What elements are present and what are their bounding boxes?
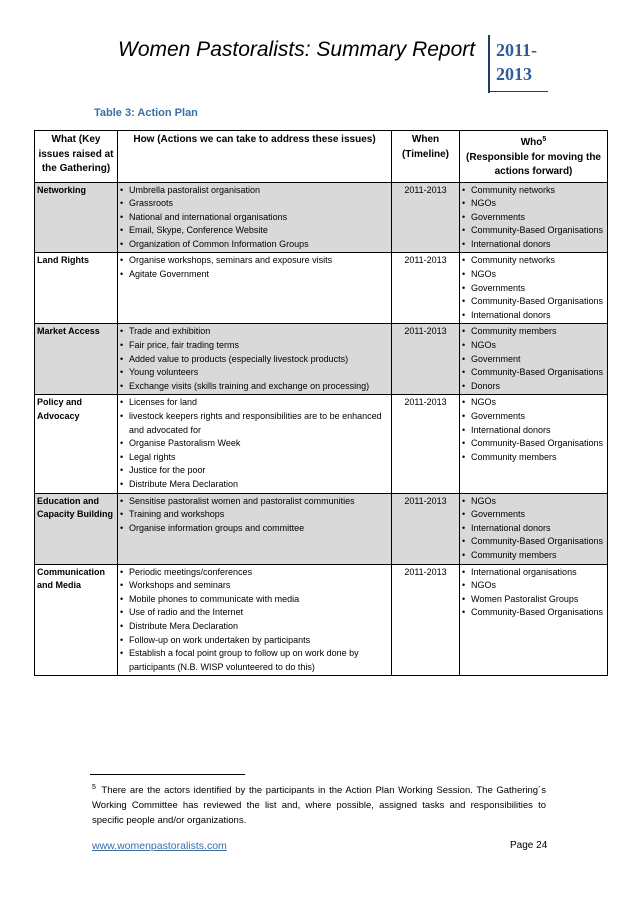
row-responsible-list bbox=[462, 184, 605, 252]
list-item: • Follow-up on work undertaken by participants bbox=[120, 634, 389, 648]
row-responsible bbox=[460, 395, 608, 493]
row-topic: Communication and Media bbox=[35, 564, 118, 676]
row-actions-list bbox=[120, 495, 389, 536]
row-actions bbox=[118, 493, 392, 564]
row-topic: Land Rights bbox=[35, 253, 118, 324]
row-actions-list bbox=[120, 396, 389, 491]
list-item: • Organise Pastoralism Week bbox=[120, 437, 389, 451]
list-item: • Young volunteers bbox=[120, 366, 389, 380]
list-item: • Periodic meetings/conferences bbox=[120, 566, 389, 580]
footnote-separator bbox=[90, 774, 245, 775]
website-link[interactable]: www.womenpastoralists.com bbox=[92, 840, 227, 852]
list-item: • Establish a focal point group to follow up on work done by participants (N.B. WISP volunteered to do this) bbox=[120, 647, 389, 674]
row-responsible-list bbox=[462, 566, 605, 620]
row-timeline: 2011-2013 bbox=[392, 253, 460, 324]
list-item: • International donors bbox=[462, 238, 605, 252]
row-responsible bbox=[460, 182, 608, 253]
list-item: • Community-Based Organisations bbox=[462, 437, 605, 451]
list-item: • Exchange visits (skills training and exchange on processing) bbox=[120, 380, 389, 394]
list-item: • Community-Based Organisations bbox=[462, 535, 605, 549]
list-item: • livestock keepers rights and responsibilities are to be enhanced and advocated for bbox=[120, 410, 389, 437]
list-item: • NGOs bbox=[462, 197, 605, 211]
list-item: • Community members bbox=[462, 549, 605, 563]
list-item: • Community networks bbox=[462, 254, 605, 268]
table-header-row bbox=[35, 131, 608, 183]
list-item: • Community members bbox=[462, 325, 605, 339]
row-actions bbox=[118, 182, 392, 253]
table-caption: Table 3: Action Plan bbox=[94, 107, 198, 119]
list-item: • Women Pastoralist Groups bbox=[462, 593, 605, 607]
list-item: • Licenses for land bbox=[120, 396, 389, 410]
row-actions bbox=[118, 324, 392, 395]
list-item: • Distribute Mera Declaration bbox=[120, 620, 389, 634]
year-line-2: 2013 bbox=[496, 64, 532, 84]
list-item: • Umbrella pastoralist organisation bbox=[120, 184, 389, 198]
row-actions-list bbox=[120, 566, 389, 675]
list-item: • Sensitise pastoralist women and pastoralist communities bbox=[120, 495, 389, 509]
list-item: • Community-Based Organisations bbox=[462, 295, 605, 309]
list-item: • Agitate Government bbox=[120, 268, 389, 282]
row-responsible-list bbox=[462, 396, 605, 464]
row-responsible bbox=[460, 493, 608, 564]
list-item: • International organisations bbox=[462, 566, 605, 580]
list-item: • Distribute Mera Declaration bbox=[120, 478, 389, 492]
list-item: • Training and workshops bbox=[120, 508, 389, 522]
list-item: • Governments bbox=[462, 410, 605, 424]
list-item: • Legal rights bbox=[120, 451, 389, 465]
row-responsible-list bbox=[462, 495, 605, 563]
list-item: • Organise workshops, seminars and exposure visits bbox=[120, 254, 389, 268]
list-item: • NGOs bbox=[462, 495, 605, 509]
header-divider bbox=[488, 35, 490, 93]
list-item: • Organization of Common Information Groups bbox=[120, 238, 389, 252]
list-item: • Added value to products (especially livestock products) bbox=[120, 353, 389, 367]
list-item: • Governments bbox=[462, 508, 605, 522]
list-item: • NGOs bbox=[462, 579, 605, 593]
header-who-sub: (Responsible for moving the actions forward) bbox=[465, 151, 601, 177]
row-topic: Policy and Advocacy bbox=[35, 395, 118, 493]
row-responsible bbox=[460, 564, 608, 676]
list-item: • Donors bbox=[462, 380, 605, 394]
list-item: • National and international organisations bbox=[120, 211, 389, 225]
table-row bbox=[35, 493, 608, 564]
list-item: • Grassroots bbox=[120, 197, 389, 211]
row-topic: Networking bbox=[35, 182, 118, 253]
list-item: • Justice for the poor bbox=[120, 464, 389, 478]
header-what: What (Key issues raised at the Gathering) bbox=[35, 131, 118, 183]
row-timeline: 2011-2013 bbox=[392, 564, 460, 676]
header-how: How (Actions we can take to address these issues) bbox=[118, 131, 392, 183]
list-item: • NGOs bbox=[462, 396, 605, 410]
row-actions-list bbox=[120, 254, 389, 281]
list-item: • Email, Skype, Conference Website bbox=[120, 224, 389, 238]
row-actions bbox=[118, 253, 392, 324]
row-timeline: 2011-2013 bbox=[392, 182, 460, 253]
list-item: • Governments bbox=[462, 282, 605, 296]
table-row bbox=[35, 324, 608, 395]
list-item: • Community-Based Organisations bbox=[462, 606, 605, 620]
row-actions bbox=[118, 564, 392, 676]
list-item: • International donors bbox=[462, 424, 605, 438]
report-title: Women Pastoralists: Summary Report bbox=[118, 38, 476, 61]
header-underline bbox=[488, 91, 548, 92]
footnote-text: There are the actors identified by the participants in the Action Plan Working Session. The Gathering´s Working Committee has reviewed the list and, where possible, assigned tasks and responsibilities to specific people and/or organizations. bbox=[92, 785, 547, 826]
list-item: • Organise information groups and committee bbox=[120, 522, 389, 536]
row-responsible-list bbox=[462, 325, 605, 393]
row-actions-list bbox=[120, 184, 389, 252]
row-topic: Market Access bbox=[35, 324, 118, 395]
list-item: • International donors bbox=[462, 522, 605, 536]
list-item: • Workshops and seminars bbox=[120, 579, 389, 593]
header-who-label: Who bbox=[520, 137, 543, 148]
table-row bbox=[35, 395, 608, 493]
list-item: • Community-Based Organisations bbox=[462, 224, 605, 238]
row-responsible bbox=[460, 324, 608, 395]
footnote-marker: 5 bbox=[92, 784, 96, 791]
report-years bbox=[496, 38, 546, 86]
list-item: • NGOs bbox=[462, 268, 605, 282]
table-row bbox=[35, 253, 608, 324]
table-body bbox=[35, 182, 608, 676]
list-item: • Use of radio and the Internet bbox=[120, 606, 389, 620]
row-topic: Education and Capacity Building bbox=[35, 493, 118, 564]
list-item: • Community members bbox=[462, 451, 605, 465]
list-item: • Fair price, fair trading terms bbox=[120, 339, 389, 353]
row-timeline: 2011-2013 bbox=[392, 324, 460, 395]
row-actions bbox=[118, 395, 392, 493]
action-plan-table bbox=[34, 130, 608, 676]
row-responsible-list bbox=[462, 254, 605, 322]
list-item: • Community-Based Organisations bbox=[462, 366, 605, 380]
header-who bbox=[460, 131, 608, 183]
row-timeline: 2011-2013 bbox=[392, 493, 460, 564]
table-row bbox=[35, 564, 608, 676]
list-item: • International donors bbox=[462, 309, 605, 323]
list-item: • Government bbox=[462, 353, 605, 367]
list-item: • Mobile phones to communicate with media bbox=[120, 593, 389, 607]
list-item: • Community networks bbox=[462, 184, 605, 198]
list-item: • NGOs bbox=[462, 339, 605, 353]
footnote bbox=[92, 780, 546, 828]
row-responsible bbox=[460, 253, 608, 324]
page-number: Page 24 bbox=[510, 840, 548, 851]
footnote-ref[interactable]: 5 bbox=[542, 136, 547, 143]
header-when: When (Timeline) bbox=[392, 131, 460, 183]
row-actions-list bbox=[120, 325, 389, 393]
row-timeline: 2011-2013 bbox=[392, 395, 460, 493]
list-item: • Trade and exhibition bbox=[120, 325, 389, 339]
year-line-1: 2011- bbox=[496, 40, 538, 60]
table-row bbox=[35, 182, 608, 253]
list-item: • Governments bbox=[462, 211, 605, 225]
